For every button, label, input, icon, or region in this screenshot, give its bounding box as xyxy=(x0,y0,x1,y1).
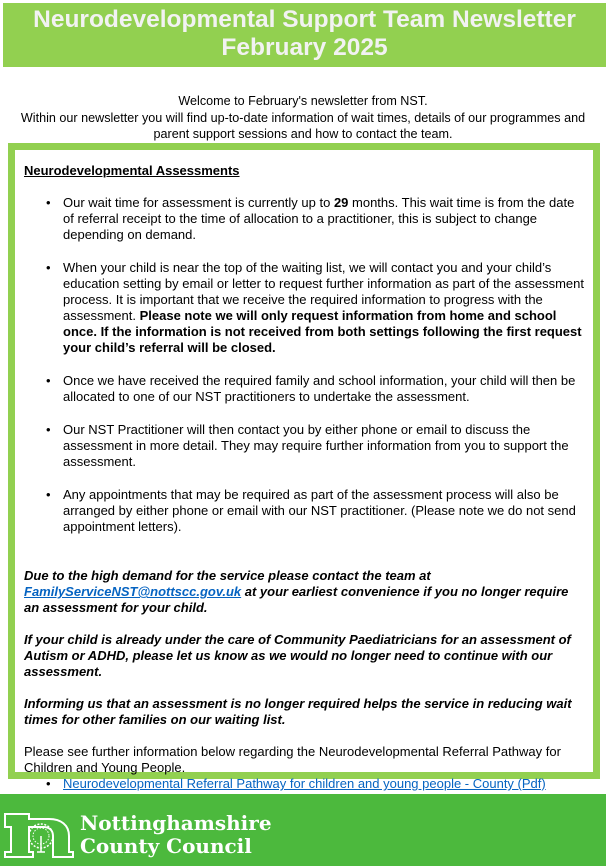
council-name-line1: Nottinghamshire xyxy=(80,811,272,835)
bullet-text: Any appointments that may be required as part of the assessment process will also be arranged by either phone or email with our NST practitioner. (Please note we do not send appointment letters). xyxy=(63,487,576,534)
referral-pathway-pdf-link[interactable]: Neurodevelopmental Referral Pathway for children and young people - County (Pdf) xyxy=(63,776,546,791)
newsletter-title: Neurodevelopmental Support Team Newsletter xyxy=(33,6,576,33)
nottinghamshire-tree-logo-icon xyxy=(3,810,75,860)
bullet-icon: • xyxy=(46,422,51,437)
bullet-icon: • xyxy=(46,260,51,275)
bullet-text: Our wait time for assessment is currently up to xyxy=(63,195,334,210)
bullet-bold-text: Please note we will only request information from home and school once. If the information is not received from both settings following the first request your child’s referral will be closed. xyxy=(63,308,582,355)
list-item xyxy=(24,373,585,405)
list-item xyxy=(24,195,585,243)
note-text: Due to the high demand for the service please contact the team at xyxy=(24,568,431,583)
intro-description-line1: Within our newsletter you will find up-to-date information of wait times, details of our programmes and xyxy=(20,110,586,125)
intro-text xyxy=(0,93,606,143)
assessment-info-list xyxy=(24,195,585,535)
list-item xyxy=(24,776,585,792)
assessments-section xyxy=(8,143,600,791)
contact-email-link[interactable]: FamilyServiceNST@nottscc.gov.uk xyxy=(24,584,242,599)
bullet-text: Once we have received the required family and school information, your child will then be allocated to one of our NST practitioners to undertake the assessment. xyxy=(63,373,576,404)
bullet-icon: • xyxy=(46,776,51,791)
council-name-line2: County Council xyxy=(80,834,252,858)
list-item xyxy=(24,422,585,470)
newsletter-banner xyxy=(3,3,606,67)
bullet-icon: • xyxy=(46,195,51,210)
bullet-text: When your child is near the top of the waiting list, we will contact you and your child’s education setting by email or letter to request further information as part of the assessment process. It is important that we receive the required information to progress with the assessment. xyxy=(63,260,584,323)
bullet-text: months. This wait time is from the date of referral receipt to the time of allocation to a practitioner, this is subject to change depending on demand. xyxy=(63,195,575,242)
bullet-text: Our NST Practitioner will then contact you by either phone or email to discuss the assessment in more detail. They may require further information from you to support the assessment. xyxy=(63,422,569,469)
council-name xyxy=(80,812,272,858)
section-heading: Neurodevelopmental Assessments xyxy=(24,163,240,178)
bullet-icon: • xyxy=(46,487,51,502)
resource-links-list xyxy=(24,776,585,792)
paediatricians-note: If your child is already under the care of Community Paediatricians for an assessment of Autism or ADHD, please let us know as we would no longer need to continue with our assessment. xyxy=(24,632,571,679)
intro-description-line2: parent support sessions and how to contact the team. xyxy=(153,127,453,141)
list-item xyxy=(24,260,585,356)
newsletter-date: February 2025 xyxy=(221,34,388,61)
wait-time-months: 29 xyxy=(333,195,349,210)
bullet-icon: • xyxy=(46,373,51,388)
list-item xyxy=(24,487,585,535)
informing-note: Informing us that an assessment is no longer required helps the service in reducing wait times for other families on our waiting list. xyxy=(24,696,572,727)
further-info-text: Please see further information below regarding the Neurodevelopmental Referral Pathway for Children and Young People. xyxy=(24,744,561,775)
council-footer xyxy=(0,794,606,866)
intro-welcome: Welcome to February's newsletter from NST. xyxy=(178,94,428,108)
note-text: at your earliest convenience if you no longer require an assessment for your child. xyxy=(24,584,569,615)
demand-note xyxy=(24,568,585,616)
